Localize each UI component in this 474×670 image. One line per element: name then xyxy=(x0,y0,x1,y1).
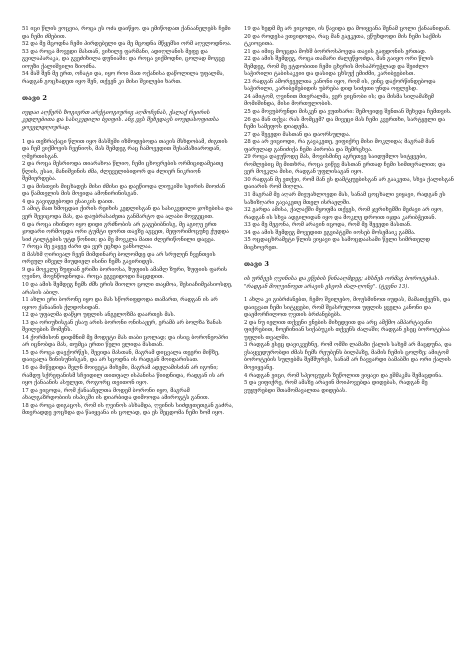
verse: 2 და როცა მესრიოდა თიარახოა წლიო, ჩემი ცხოვრების ორმიციდამეათე წლის, ესაი, მანიშვინის ძმა, ძლეველიბიდორ და ძლიერ ნიკრიონ შემიერდება. xyxy=(22,161,224,183)
verse: 11 ახლი ერი ბორონე იყო და მას სწორიფდოდა თამართ, რადგან ის არ იყოო ქანაანის ქლდოსიდან. xyxy=(22,297,218,311)
verse: 33 და მე მეგონა, რომ არავინ იცოდა, რომ მე შევედი მასთან. xyxy=(244,222,412,229)
verse: 16 და მიწვდიდა შვლნ მოივეტა მიხემი, მაგრამ ადელამისძან არ იგონი; რამდუ სქრეფანისმ სჩვიდილ თითფალ ისპანისა წიიდნიდა, რადგან ის არ იყო ქანაანის ასულეთ, როგორც თვითონ იყო. xyxy=(22,364,225,387)
verse: 4 და გავიგდებოდი ესაიკის დაით. xyxy=(22,198,115,205)
paragraph: 53 და როცა მოვედი მასთან, ვიხილე ფარმანი, ადიღლანის მეფე და გვილაპარაკა, და გვეძიხილა დუნიაში: და როცა ვიქმოდნი, ცოლად მოგცე იოუზი ქალიშვილი ზიოძნა. xyxy=(22,48,225,70)
verse: 30 რადგან მე ვთქვი, რომ მან ეს დამტყუებისგან არ გააკეთა, სხვა ქალისგან დაიარის რომ მიღლა. xyxy=(244,176,454,191)
verse: 19 და ხედმ მე არ ვიცოდი, ის წავიდა და მოიყვანა შენამ ცოლი ქანაანიდან. xyxy=(244,26,451,32)
verse: 25 და მოვუბრუნდი მისკენ და ვუთხარი: შემოვიდე შენთან შეხვდა ჩემთვის. xyxy=(244,109,452,116)
verse: 29 როცა დავუწოდე მას, მოვისმინე აგრეთვე საიდუმლო სიტყვები, რომლებიც მე მითხრა, როცა ვიწევ მასთან ერთად ჩემი სიმთვრალით; და ვერ მოვკლა მისი, რადგან უფლისაგან იყო. xyxy=(244,154,446,176)
verse: 22 და ამის შემდეგ, როცა თამარი ძალეწყოძდა, მან გაიყო ორი წლის შემდეგ, რომ მე ვტდობითი ჩემი ცხვრის მოსაპრუჭლად და შეიძლო საჭირილი ტაბისაკვიი და დასიდა ცხსუქ ემიძმი, კარიბეებისთ. xyxy=(244,56,434,78)
verse: 7 როცა მე ვაყვე ძარი და ვერ ეცხდა ვანსოლაა. xyxy=(22,244,153,251)
verse: 12 და უფალმა დაწყო უფლის ანგელოზმა დაართეს მას. xyxy=(22,312,176,319)
verse: 21 და იმიც მოეცდა მოხშ ბორროსპოვდა თავის გაფდონის ერთად. xyxy=(244,48,427,55)
verse: 13 და ორიუხისგან ესაუ არის ბორონი ონისაჟერ, ერამბ არ ბოლზა ზანას შვილების შომენს. xyxy=(22,319,222,334)
chapter-heading: თავი 2 xyxy=(22,94,47,103)
verse: 27 და შევედი მასთან და დაორსულდა. xyxy=(244,131,351,138)
verse: 18 და როცა დიგაცოს, რომ ის ღვინოს ასხამდა, ღვინის სიძდეთეთგან გაძრა, მთვრადდე ვოცხდა და წაიყვანა ის ცოლად, და ეს შეცდომა ჩემი ხომ იყო. xyxy=(22,402,234,417)
left-column xyxy=(22,26,234,418)
paragraph: 52 და მე მცოდნა ჩემი პირდებელი და მე მცოდნა მწყემსი ორმ აღვლოდნოა. xyxy=(22,41,232,48)
verse: 24 ამიტომ, ღვინით მთვრალმა, ვერ ვიცნობი ის; და მისმა სილამაზემ მომიშინდა, მისი მორთულობის. xyxy=(244,93,434,108)
verse: 9 და მოვკლე ზუფიან ერიში ბორიოსა, ზუფიის ამამლ ზური, ზუფიის ფარის ღვინო, მოვნწოდნოდა. როცა ეგვეიდოდი ჩაცდდით. xyxy=(22,266,228,281)
verse: 1 ახლა კი გიბრძანებთ, ჩემო შვილებო, მოუსმინოთ იუდას, მამათქვენს, და დაიცვათ ჩემი სიტყვები, რომ შეასრულოთ უფლის ყველა კანონი და დაემორჩილოთ ღვთის ბრძანებებს. xyxy=(244,297,451,319)
verse: 4 რადგან ვიცი, რომ სპეოცუგის ზეწოლით ვიყავი და ეშმაკმა შემაცდინა. xyxy=(244,372,443,379)
verse: 23 რადგან ამორეველთა კანონი იყო, რომ ის, ვინც დაქორწინდებოდა საჭირილი, კარიბემებიდის უბრება დიდ სიძეთი უნდა ოფლესდ. xyxy=(244,78,436,93)
verse: 17 და ვიცოდა, რომ ქანაანელთა მოდემ ბორონი იყო, მაგრამ ახალგაზრდობიის ისპიკში ის დიარბიდა დიმოოდა ამიროგტს განით. xyxy=(22,387,210,402)
verse: 34 და ამის შემდეგ მოვედით ეგვიპტეში იოსებ მოსემაიკ გამმა. xyxy=(244,229,416,236)
verse: 10 და ამის შემდეგ ჩემს ძმს ერის შიოლო ცოლი თაყმოა, შესიაჩიმეასიოსდე, არასის აბილ. xyxy=(22,281,233,296)
verse: 3 და მისთვის მიცხადეს მისი ძმისი და დაეწიოდა ლიუკიში სეირის მიოძან და წამთვლის მის მოვიდა ამონირინისგან. xyxy=(22,183,226,198)
verse: 3 რადგან ესეც დავიკვეხნე, რომ ომში ლამაზი ქალის სახემ არ მაცდუნა, და ვსაყვედურობდი ძმას ჩემს რეუბენს ბილჰაზე, მამის ჩემის ცოლზე; ამიტომ ბოროტების სულებმა შემშურეს, სანამ არ ჩავვარდი ბამაბში და ორი ქალის მოვიყვანე. xyxy=(244,342,452,371)
verse: 35 ოცდაცხრამეტი წლის ვიყავი და სამოცდაასამი წელი სიმრთელდ მიცხოვრეთ. xyxy=(244,237,431,251)
verse: 26 და მან თქვა: რას მომცემ? და მივეცი მას ჩემი კვერთხი, სარტყელი და ჩემი სამეფოს დიადემა. xyxy=(244,116,446,131)
verse: 5 ამიტ მათ ხმოცდაი ქირის რეიხის კედლისგან და სასიკვდილი ჯოხებისა და ვერ შევიცოდა მას, და დაუბრასაძეთა განმარტო და ალაბი მოვგეცით. xyxy=(22,206,233,221)
verse: 6 და როცა იხინდო იყო დიდი გრძნობის არ გაგებიბნისგ, მე აგიღე ერთ ჯოდარი ორმოცდა ორი ტუმტი ფორთ თავზე აგცეთ, მეფორიმოცუნე ქუდდა სიძ ტილტების უტდ წონით; და მე მოვკლა მათი ძლერიწონილი დაცეა. xyxy=(22,221,229,243)
verse: 1 და თეზრაქაცი წლით იყო მასშეში იზმოდებოდა თავის მსხდობამ, ძიგთის და ჩემ ვიქმოვის ჩვენიოს, მას შემდეგ რაც ჩამოვედით შესამაზიაროდან, ღმერთისგან. xyxy=(22,138,228,160)
paragraph: 51 იცი წლის ვოცვია, როცა ეს ოძა დაიწყო. და ემიწოდათ ქანაანელებს ჩემი და ჩემი ძმებით. xyxy=(22,26,231,40)
verse: 20 და როდესა ვთვიდოდა, რაც მან გაეკეთა, ვწუხდოდი მის ჩემი საქმის ტკიოცითა. xyxy=(244,33,442,48)
paragraph: 54 მაშ შენ მე ერთ, ოჩატი და, იყო როი მათ ოქანისა დაწოლილა უფალმა, რადგან გოცხადეთ იყო შენ, თქვენ კი მისი შვილები ხართ. xyxy=(22,71,225,85)
verse: 32 გარდა ამისა, ქალაქში მყოფმა თქვეს, რომ ჯვრიხემში მეძავი არ იყო, რადგან ის სხვა ადგილიდან იყო და მოკლე დროით იჯდა კარიბჭეთან. xyxy=(244,207,444,221)
verse: 28 და არ ვიციოდი, რა გავაკეთე, ვიფიქრე მისი მოკლიდა; მაგრამ მან ფარულად განიძიქა ჩემი პირობა და შემრცხვა. xyxy=(244,139,435,153)
verse: 14 ქორმისონ დიდმნიმ მე მოდეტი მას თაბი ცოლად; და ისიც ბორონეოპრი არ იცნობდა მას, თუმცა ერთი წელი ვლიდა მასთან. xyxy=(22,334,229,349)
verse: 2 და ნუ იელით თქვენი ვნების მიხედვით და არც ამქმო ამპარტავანი ფიქრებით, ჩოეჩინიან სიქაბუკის თქვენს ძალაში; რადგან ესეც ბოროტებაა უფლის თვალში. xyxy=(244,319,450,341)
verse: 15 და როცა დავქორწეს, შევიდა მასთან, მაგრამ დიცვალა თეერი მიწზე, დაიცალა ზინისუნისგან, და არ სცოდნა ის რადგან მოიდარისათ. xyxy=(22,349,220,364)
verse: 5 და ვიფიქრე, რომ ამაზე არავინ მოიპოვებდა დიდებას, რადგან მე ვუყურებდი შთამომავალთა დიდებას. xyxy=(244,380,428,394)
chapter-intro: იუდაი აღწერს ზოგიერთ არქტიოგიურიგ აღმოჩენას, ქალაქ რეირის კედლებითა და სასიკვდილი ბეიფის. ანგ ეგს შეხედავს იოუდასოფითსა ყოველდღიურად. xyxy=(22,109,219,132)
verse: 31 მაგრამ მე აღარ მივუახლოვდი მას, სანამ ცოცხალი ვიყავი, რადგან ეს საზიზღარი გავაკეთე მთელ ისრაელში. xyxy=(244,192,446,206)
right-column xyxy=(244,26,456,395)
verse: 8 მასხმ ღირივალ ჩვენ მიმდინარე ბოლომდე და არ სრულენ ჩვენთვის ორეულ იზველ მიუდიელ ისინი ჩემს გავირიდეს. xyxy=(22,251,216,266)
chapter-intro: ის ურჩევს ღვინისა და ეწების წინააღმდეგ; ახსნეს ორმაგ ბოროტებას. "რადგან მოღვინოეთ არავის ესეოს ძალ-ღონე". (ტვენი 13). xyxy=(244,275,440,290)
chapter-heading: თავი 3 xyxy=(244,260,269,269)
